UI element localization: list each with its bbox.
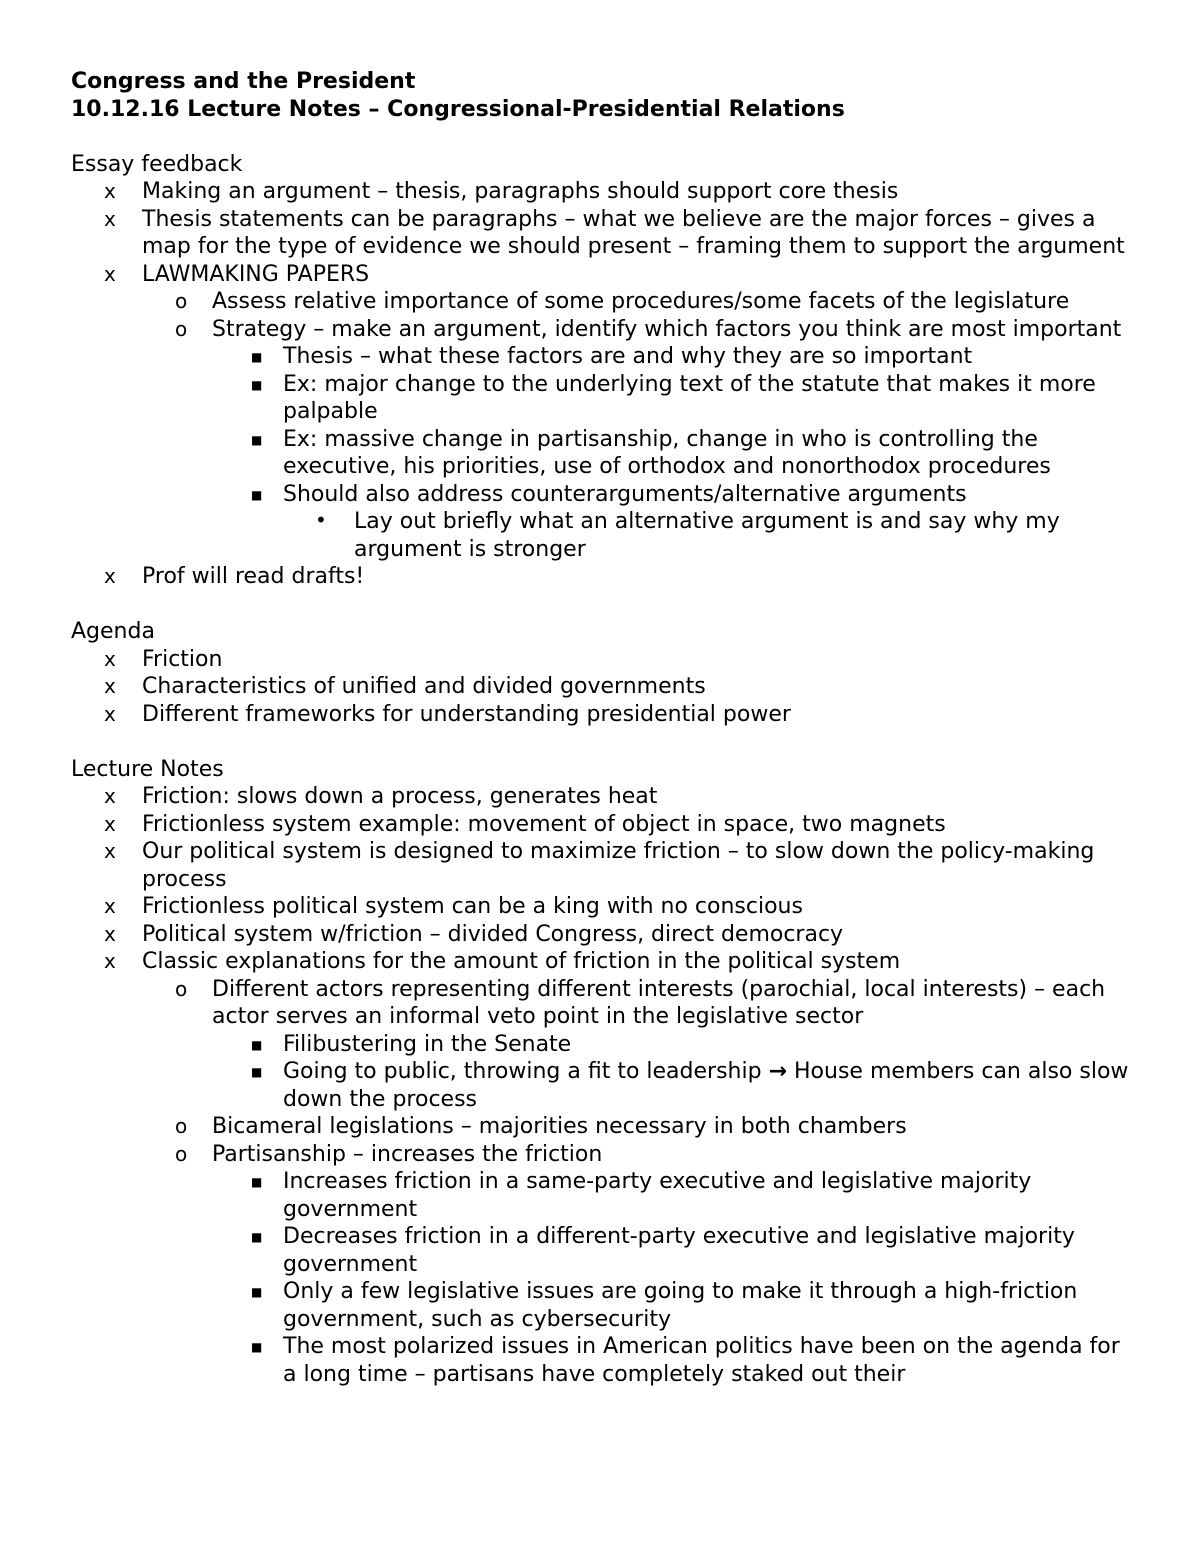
list-item: x Political system w/friction – divided Congress, direct democracy bbox=[104, 921, 844, 947]
bullet-x-icon: x bbox=[104, 839, 116, 863]
list-item: x Friction: slows down a process, generates heat bbox=[104, 784, 658, 809]
bullet-x-icon: x bbox=[104, 646, 116, 671]
list-item: ■ The most polarized issues in American politics have been on the agenda for a long time – partisans have completely staked out their bbox=[251, 1334, 1120, 1387]
bullet-x-icon: x bbox=[104, 564, 116, 588]
agenda-heading: Agenda bbox=[71, 619, 155, 644]
list-item: ■ Thesis – what these factors are and why they are so important bbox=[71, 343, 1140, 371]
list-item: x Our political system is designed to maximize friction – to slow down the policy-making process bbox=[104, 839, 1095, 892]
bullet-square-icon: ■ bbox=[251, 1230, 263, 1244]
bullet-square-icon: ■ bbox=[251, 1065, 263, 1079]
list-item: x Frictionless political system can be a king with no conscious bbox=[104, 894, 803, 919]
bullet-x-icon: x bbox=[104, 894, 116, 918]
list-item: x Prof will read drafts! bbox=[104, 564, 365, 589]
bullet-circle-icon: o bbox=[175, 976, 188, 1001]
bullet-x-icon: x bbox=[104, 784, 116, 808]
list-item: x Frictionless system example: movement of object in space, two magnets bbox=[104, 811, 946, 837]
bullet-square-icon: ■ bbox=[251, 377, 263, 392]
list-item: ■ Going to public, throwing a fit to leadership → House members can also slow down the process bbox=[251, 1059, 1129, 1112]
bullet-circle-icon: o bbox=[175, 1114, 188, 1138]
bullet-x-icon: x bbox=[104, 811, 116, 836]
list-item: o Partisanship – increases the friction bbox=[175, 1141, 603, 1167]
list-item: o Assess relative importance of some procedures/some facets of the legislature bbox=[175, 289, 1070, 314]
list-item: x Different frameworks for understanding presidential power bbox=[104, 701, 791, 727]
bullet-dot-icon: • bbox=[315, 508, 327, 532]
doc-title: Congress and the President bbox=[71, 69, 416, 94]
bullet-square-icon: ■ bbox=[251, 432, 263, 447]
bullet-circle-icon: o bbox=[175, 316, 188, 341]
bullet-x-icon: x bbox=[104, 261, 116, 286]
doc-subtitle: 10.12.16 Lecture Notes – Congressional-Presidential Relations bbox=[71, 96, 845, 122]
bullet-x-icon: x bbox=[104, 179, 116, 203]
list-item: ■ Ex: massive change in partisanship, change in who is controlling the executive, his priorities, use of orthodox and nonorthodox procedures bbox=[251, 426, 1051, 479]
list-item: o Bicameral legislations – majorities necessary in both chambers bbox=[175, 1114, 907, 1139]
arrow-right-icon: → bbox=[768, 1059, 788, 1084]
list-item: x LAWMAKING PAPERS bbox=[104, 261, 370, 287]
list-item: x Making an argument – thesis, paragraphs should support core thesis bbox=[104, 179, 899, 204]
bullet-square-icon: ■ bbox=[251, 487, 263, 502]
bullet-x-icon: x bbox=[104, 921, 116, 946]
lecture-notes-heading: Lecture Notes bbox=[71, 756, 224, 782]
list-item: o Different actors representing different interests (parochial, local interests) – each actor serves an informal veto point in the legislative sector bbox=[175, 976, 1106, 1029]
list-item: x Characteristics of unified and divided governments bbox=[104, 674, 706, 699]
bullet-circle-icon: o bbox=[175, 1141, 188, 1166]
list-item: ■ Only a few legislative issues are going to make it through a high-friction government, such as cybersecurity bbox=[251, 1279, 1078, 1332]
essay-feedback-heading: Essay feedback bbox=[71, 151, 243, 177]
list-item: ■ Ex: major change to the underlying text of the statute that makes it more palpable bbox=[251, 371, 1096, 424]
bullet-x-icon: x bbox=[104, 674, 116, 698]
list-item: ■ Should also address counterarguments/alternative arguments bbox=[71, 481, 1140, 509]
bullet-square-icon: ■ bbox=[251, 1340, 263, 1354]
bullet-x-icon: x bbox=[104, 206, 116, 231]
bullet-square-icon: ■ bbox=[251, 1285, 263, 1299]
list-item: x Thesis statements can be paragraphs – what we believe are the major forces – gives a map for the type of evidence we should present – framing them to support the argument bbox=[104, 206, 1125, 259]
bullet-square-icon: ■ bbox=[251, 1175, 263, 1189]
list-item: ■ Filibustering in the Senate bbox=[71, 1031, 1140, 1059]
list-item: ■ Decreases friction in a different-party executive and legislative majority government bbox=[251, 1224, 1075, 1277]
bullet-square-icon: ■ bbox=[251, 350, 263, 364]
bullet-x-icon: x bbox=[104, 701, 116, 726]
bullet-square-icon: ■ bbox=[251, 1037, 263, 1052]
list-item: x Friction bbox=[104, 646, 223, 672]
bullet-circle-icon: o bbox=[175, 289, 188, 313]
list-item: • Lay out briefly what an alternative argument is and say why my argument is stronger bbox=[315, 508, 1060, 562]
list-item: x Classic explanations for the amount of friction in the political system bbox=[104, 949, 901, 974]
list-item: o Strategy – make an argument, identify which factors you think are most important bbox=[175, 316, 1122, 342]
bullet-x-icon: x bbox=[104, 949, 116, 973]
list-item: ■ Increases friction in a same-party executive and legislative majority government bbox=[251, 1169, 1032, 1222]
